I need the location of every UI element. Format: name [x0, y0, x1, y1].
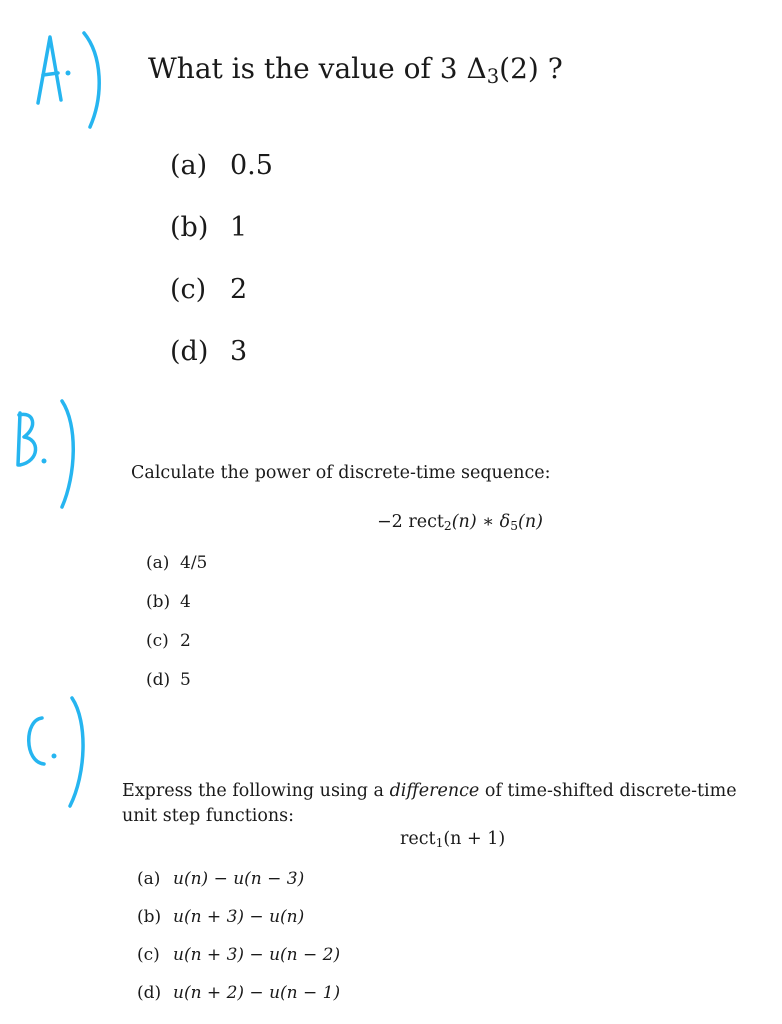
question-a-text [148, 52, 563, 88]
expr-b-sub2: 5 [510, 519, 518, 534]
option-c-b [137, 907, 304, 927]
option-b-a [146, 553, 207, 573]
option-a-b [170, 212, 247, 243]
expr-b-tail: (n) [518, 512, 543, 532]
option-value: 4 [180, 592, 191, 612]
option-value: u(n + 3) − u(n) [173, 907, 305, 927]
handwritten-label-c [20, 690, 100, 810]
option-value: u(n) − u(n − 3) [173, 869, 305, 889]
option-a-d [170, 336, 247, 367]
question-a-prefix: What is the value of 3 [148, 52, 467, 85]
question-c-text [122, 779, 777, 829]
option-value: 1 [230, 212, 248, 243]
question-b-expression [377, 512, 543, 532]
option-label: (c) [137, 945, 160, 965]
option-c-c [137, 945, 340, 965]
option-value: 3 [230, 336, 248, 367]
question-b-text: Calculate the power of discrete-time sequence: [131, 463, 551, 483]
option-value: u(n + 3) − u(n − 2) [173, 945, 341, 965]
expr-c-sub: 1 [435, 836, 444, 851]
option-label: (d) [146, 670, 171, 690]
expr-b-sub1: 2 [443, 519, 452, 534]
option-label: (c) [146, 631, 169, 651]
expr-c-tail: (n + 1) [443, 829, 506, 849]
handwritten-label-a [28, 25, 118, 135]
handwritten-label-b [10, 395, 90, 515]
option-value: 0.5 [230, 150, 273, 181]
question-c-after: of time-shifted discrete-time unit step functions: [122, 781, 737, 826]
option-value: u(n + 2) − u(n − 1) [173, 983, 341, 1003]
option-label: (d) [170, 336, 209, 367]
option-c-a [137, 869, 304, 889]
option-b-b [146, 592, 191, 612]
expr-c-head: rect [400, 829, 436, 849]
option-value: 4/5 [180, 553, 208, 573]
option-label: (b) [170, 212, 209, 243]
question-c-emphasis: difference [389, 781, 480, 801]
option-label: (d) [137, 983, 162, 1003]
option-b-d [146, 670, 191, 690]
option-value: 2 [180, 631, 191, 651]
option-label: (a) [146, 553, 170, 573]
option-a-c [170, 274, 247, 305]
option-label: (b) [146, 592, 171, 612]
option-c-d [137, 983, 340, 1003]
option-value: 2 [230, 274, 248, 305]
expr-b-mid: (n) ∗ δ [451, 512, 511, 532]
delta-symbol: Δ [466, 52, 487, 85]
option-b-c [146, 631, 191, 651]
delta-subscript: 3 [486, 64, 500, 88]
question-c-before: Express the following using a [122, 781, 390, 801]
question-c-expression [400, 829, 505, 849]
option-label: (b) [137, 907, 162, 927]
option-label: (a) [137, 869, 161, 889]
question-a-suffix: (2) ? [499, 52, 563, 85]
option-label: (c) [170, 274, 207, 305]
option-value: 5 [180, 670, 191, 690]
option-a-a [170, 150, 273, 181]
option-label: (a) [170, 150, 208, 181]
expr-b-coef: −2 rect [377, 512, 444, 532]
